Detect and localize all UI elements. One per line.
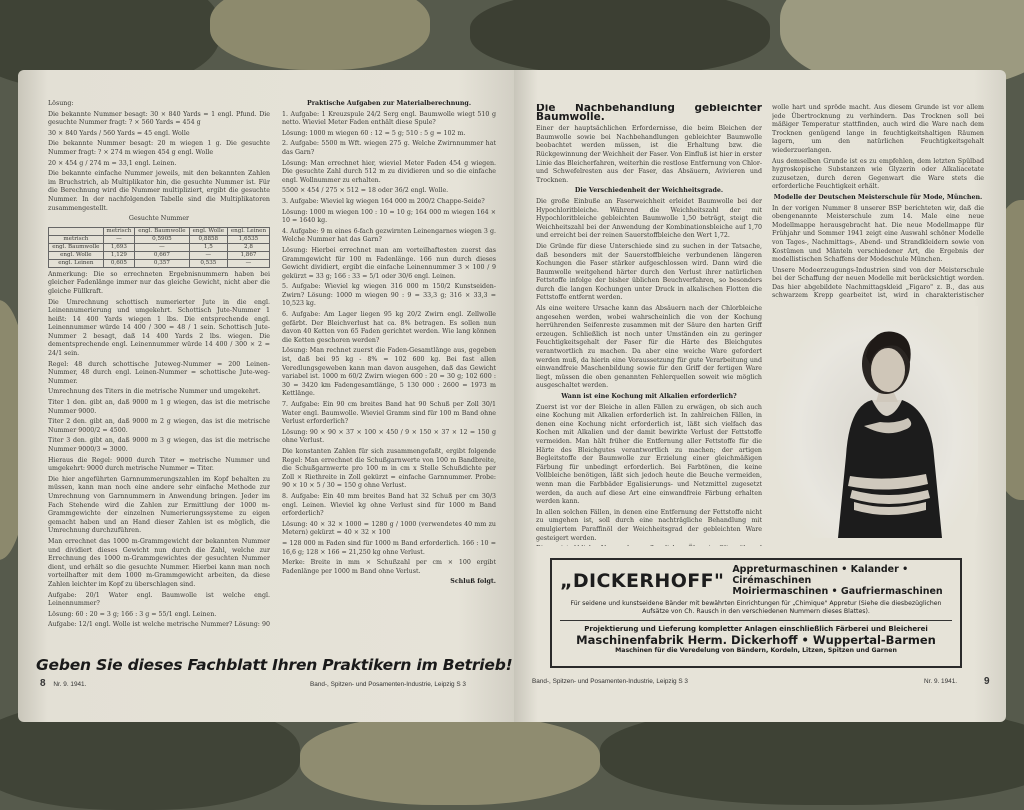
table-row <box>49 243 270 251</box>
paragraph: Anmerkung: Die so errechneten Ergebnisnummern haben bei gleicher Fadenlänge immer nur das gleiche Gewicht, nicht aber die gleiche Füllkraft. <box>48 270 270 295</box>
ad-products-line-2: Moiriermaschinen • Gaufriermaschinen <box>732 586 943 597</box>
paragraph: 7. Aufgabe: Ein 90 cm breites Band hat 90 Schuß per Zoll 30/1 Water engl. Baumwolle. Wieviel Gramm sind für 100 m Band ohne Verlust erforderlich? <box>282 401 496 426</box>
paragraph: Aus demselben Grunde ist es zu empfehlen, dem letzten Spülbad hygroskopische Substanzen wie Glyzerin oder Alkaliacetate zuzusetzen, durch deren Gegenwart die Ware stets die erforderliche Feuchtigkeit erhält. <box>772 157 984 191</box>
paragraph: Wann ist eine Kochung mit Alkalien erforderlich? <box>561 393 737 400</box>
table-cell: — <box>135 243 190 251</box>
paragraph: = 128 000 m Faden sind für 1000 m Band erforderlich. 166 : 10 = 16,6 g; 128 × 166 = 21,250 kg ohne Verlust. <box>282 539 496 556</box>
table-cell: 0,8858 <box>189 235 227 243</box>
paragraph: 2. Aufgabe: 5500 m Wft. wiegen 275 g. Welche Zwirnnummer hat das Garn? <box>282 140 496 156</box>
paragraph: In der vorigen Nummer 8 unserer BSP berichteten wir, daß die obengenannte Meisterschule zum 14. Male eine neue Modellmappe herausgebracht hat. Die neue Modellmappe für Frühjahr und Sommer 1941 zeigt eine Auswahl schöner Modelle von Tages-, Nachmittags-, Abend- und Strandkleidern sowie von Kostümen und Mänteln verschiedener Art, die Ergebnis der modellistischen Schaffens der Modeschule München. <box>772 204 984 264</box>
right-column-1-text <box>536 125 762 546</box>
paragraph: 20 × 454 g / 274 m = 33,1 engl. Leinen. <box>48 159 177 167</box>
paragraph: Titer 3 den. gibt an, daß 9000 m 3 g wiegen, das ist die metrische Nummer 9000/3 = 3000. <box>48 437 270 453</box>
paragraph: wolle hart und spröde macht. Aus diesem Grunde ist vor allem jede Übertrocknung zu verhindern. Das Trocknen soll bei mäßiger Temperatur stattfinden, auch wird die Ware nach dem Trocknen genügend lange in feuchtigkeitshaltigen Räumen lagern, um den natürlichen Feuchtigkeitsgehalt wiederzuerlangen. <box>772 104 984 154</box>
right-column-1 <box>536 104 762 546</box>
table-header: engl. Baumwolle <box>135 227 190 235</box>
right-issue: Nr. 9. 1941. <box>924 678 958 685</box>
paragraph: Merke: Breite in mm × Schußzahl per cm × 100 ergibt Fadenlänge per 1000 m Band ohne Verlust. <box>282 559 496 575</box>
fashion-photo <box>776 306 978 538</box>
left-column-1 <box>48 100 270 628</box>
ad-project: Projektierung und Lieferung kompletter Anlagen einschließlich Färberei und Bleicherei <box>584 625 928 633</box>
article-title: Die Nachbehandlung gebleichter Baumwolle. <box>536 104 762 123</box>
paragraph: Die konstanten Zahlen für sich zusammengefaßt, ergibt folgende Regel: Man errechnet die Schußgarnwerte von 100 m Bandbreite, die Schußgarnwerte pro 100 m in cm x Stelle Schußdichte per Zoll × Riethreite in Zoll gekürzt = einfache Garnnummer. Probe: 90 × 10 × 5 / 30 = 150 g ohne Verlust. <box>282 447 496 490</box>
right-page-number: 9 <box>984 676 990 687</box>
paragraph: Zuerst ist vor der Bleiche in allen Fällen zu erwägen, ob sich auch eine Kochung mit Alkalien erforderlich ist. In zahlreichen Fällen, in denen eine Kochung nicht erforderlich ist, läßt sich vielfach das Kochen mit Alkalien und der damit bewirkte Verlust der Fettstoffe vermeiden. Man hält früher die Entfernung aller Fettstoffe für die Härte des Bleichgutes verantwortlich zu machen; der artigen Begleitstoffe der Baumwolle zur Erzielung einer gleichmäßigen Färbung für unbedingt erforderlich. Bei Farbtönen, die keine Vollbleiche benötigen, läßt sich jedoch heute die Beuche vermeiden, wenn man die Farbbäder Egalisierungs- und Netzmittel zugesetzt werden, da auch auf diese Art eine einwandfreie Färbung erhalten werden kann. <box>536 403 762 506</box>
paragraph: Die Verschiedenheit der Weichheitsgrade. <box>574 187 724 195</box>
table-caption: Gesuchte Nummer <box>128 215 190 223</box>
paragraph: Als eine weitere Ursache kann das Absäuern nach der Chlorbleiche angesehen werden, wobei wahrscheinlich die von der Kochung herrührenden Seifenreste zusammen mit der Säure den harten Griff erzeugen. Schließlich ist noch unter Umständen ein zu geringer Feuchtigkeitsgehalt der Faser für die Härte des Bleichgutes verantwortlich zu machen. Da aber eine weiche Ware gefordert werden muß, da hierin eine Voraussetzung für gute Verarbeitung und einwandfreie Maschenbildung sowie für den Griff der fertigen Ware liegt, müssen die oben genannten Fehlerquellen soweit wie möglich ausgeschaltet werden. <box>536 305 762 390</box>
right-column-2-text <box>772 104 984 300</box>
paragraph: Die bekannte Nummer besagt: 20 m wiegen 1 g. Die gesuchte Nummer fragt: ? × 274 m wiegen 454 g engl. Wolle <box>48 140 270 156</box>
left-footer <box>40 678 510 689</box>
paragraph: Die bekannte Nummer besagt: 30 × 840 Yards = 1 engl. Pfund. Die gesuchte Nummer fragt: ? × 560 Yards = 454 g <box>48 110 270 127</box>
left-column-1-text <box>48 100 270 628</box>
table-cell: engl. Leinen <box>49 259 104 267</box>
paragraph: 30 × 840 Yards / 560 Yards = 45 engl. Wolle <box>48 129 190 137</box>
paragraph: Man errechnet das 1000 m-Grammgewicht der bekannten Nummer und dividiert dieses Gewicht nun durch die Zahl, welche zur Errechnung des 1000 m-Grammgewichtes der gesuchten Nummer dient, und erhält so die gesuchte Nummer. Hierbei kann man noch vorteilhafter mit dem 1000 m-Grammgewicht arbeiten, da diese Zahlen leichter im Kopf zu überschlagen sind. <box>48 537 270 588</box>
paragraph: Die Umrechnung schottisch numerierter Jute in die engl. Leinennumerierung und umgekehrt. Schottisch Jute-Nummer 1 heißt: 14 400 Yards wiegen 1 lbs. Die entsprechende engl. Leinennummer würde 14 400 / 300 = 48 / 1 sein. Schottisch Jute-Nummer 2 besagt, daß 14 400 Yards 2 lbs. wiegen. Die dementsprechende engl. Leinennummer würde 14 400 / 300 × 2 = 24/1 sein. <box>48 298 270 358</box>
paragraph: In allen solchen Fällen, in denen eine Entfernung der Fettstoffe nicht zu umgehen ist, soll durch eine nachträgliche Behandlung mit emulgiertem Paraffinöl der Weichheitsgrad der gebleichten Ware gesteigert werden. <box>536 508 762 542</box>
left-column-2 <box>282 100 496 640</box>
table-cell: 1,129 <box>103 251 134 259</box>
paragraph: Die große Einbuße an Faserweichheit erleidet Baumwolle bei der Hypochloritbleiche. Während die Weichheitszahl der mit Hypochloritbleiche gebleichten Baumwolle 1,50 beträgt, steigt die Weichheitszahl bei der Anwendung der Kombinationsbleiche auf 1,70 und erreicht bei der reinen Sauerstoffbleiche den Wert 1,72. <box>536 197 762 240</box>
table-cell: 0,5905 <box>135 235 190 243</box>
model-figure-image <box>776 306 978 538</box>
paragraph: Praktische Aufgaben zur Materialberechnung. <box>306 100 472 107</box>
conversion-table <box>48 227 270 268</box>
table-row <box>49 259 270 267</box>
paragraph: 5500 × 454 / 275 × 512 = 18 oder 36/2 engl. Wolle. <box>282 187 449 195</box>
table-cell: 0,357 <box>135 259 190 267</box>
table-row <box>49 235 270 243</box>
paragraph: Die bekannte einfache Nummer jeweils, mit den bekannten Zahlen im Bruchstrich, ab Multiplikator hin, die gesuchte Nummer ist. Für die Berechnung wird die Nummer multipliziert, ergibt die gesuchte Nummer. In der nachfolgenden Tabelle sind die Multiplikatoren zusammengestellt. <box>48 170 270 212</box>
table-header: engl. Wolle <box>189 227 227 235</box>
table-cell: 1,867 <box>227 251 269 259</box>
left-publisher: Band-, Spitzen- und Posamenten-Industrie, Leipzig S 3 <box>310 681 466 688</box>
right-publisher: Band-, Spitzen- und Posamenten-Industrie, Leipzig S 3 <box>532 678 688 685</box>
table-cell: metrisch <box>49 235 104 243</box>
paragraph: Lösung: 90 × 90 × 37 × 100 × 450 / 9 × 150 × 37 × 12 = 150 g ohne Verlust. <box>282 428 496 445</box>
table-cell: engl. Baumwolle <box>49 243 104 251</box>
paragraph: Hieraus die Regel: 9000 durch Titer = metrische Nummer und umgekehrt: 9000 durch metrische Nummer = Titer. <box>48 456 270 473</box>
paragraph: 4. Aufgabe: 9 m eines 6-fach gezwirnten Leinengarnes wiegen 3 g. Welche Nummer hat das Garn? <box>282 227 496 244</box>
paragraph: Lösung: Hierbei errechnet man am vorteilhaftesten zuerst das Grammgewicht für 100 m Fadenlänge. 166 nun durch dieses Gewicht dividiert, ergibt die einfache Leinennummer 3 × 100 / 9 gekürzt = 33 g; 166 : 33 = 5/1 oder 30/6 engl. Leinen. <box>282 246 496 280</box>
slogan: Geben Sie dieses Fachblatt Ihren Praktikern im Betrieb! <box>36 656 513 674</box>
paragraph: 8. Aufgabe: Ein 40 mm breites Band hat 32 Schuß per cm 30/3 engl. Leinen. Wieviel kg ohne Verlust sind für 1000 m Band erforderlich? <box>282 492 496 518</box>
ad-note: Für seidene und kunstseidene Bänder mit bewährten Einrichtungen für „Chimique" Appretur (Siehe die diesbezüglichen Aufsätze von Ch. Rausch in den verschiedenen Nummern dieses Blattes). <box>570 600 942 615</box>
paragraph: 3. Aufgabe: Wieviel kg wiegen 164 000 m 200/2 Chappe-Seide? <box>282 197 485 205</box>
dickerhoff-advertisement <box>550 558 962 668</box>
table-row <box>49 251 270 259</box>
paragraph: Lösung: 40 × 32 × 1000 = 1280 g / 1000 (verwendetes 40 mm zu Metern) gekürzt = 40 × 32 × 100 <box>282 520 496 537</box>
ad-company: Maschinenfabrik Herm. Dickerhoff • Wuppertal-Barmen <box>576 633 936 647</box>
paragraph: 6. Aufgabe: Am Lager liegen 95 kg 20/2 Zwirn engl. Zellwolle gefärbt. Der Bleichverlust hat ca. 8% betragen. Es sollen nun davon 40 Ketten von 65 Faden gerichtet werden. Wie lang können die Ketten geschoren werden? <box>282 311 496 344</box>
paragraph: Lösung: <box>48 100 74 107</box>
ad-brand: „DICKERHOFF" <box>560 569 725 592</box>
ad-products-line-1: Appreturmaschinen • Kalander • Cirémaschinen <box>732 564 909 586</box>
table-cell: — <box>227 259 269 267</box>
paragraph: Umrechnung des Titers in die metrische Nummer und umgekehrt. <box>48 388 261 396</box>
paragraph: Aufgabe: 12/1 engl. Wolle ist welche metrische Nummer? Lösung: 90 <box>48 621 270 628</box>
right-page <box>514 70 1006 722</box>
right-footer <box>532 678 992 685</box>
table-cell: 0,605 <box>103 259 134 267</box>
paragraph: Unsere Modeerzeugungs-Industrien sind von der Meisterschule bei der Schaffung der neuen Modelle mit berücksichtigt worden. Das hier abgebildete Nachmittagskleid „Figaro" z. B., das aus schwarzem Krepp gearbeitet ist, wird in charakteristischer <box>772 266 984 300</box>
paragraph: Die hier angeführten Garnnummerungszahlen im Kopf behalten zu müssen, kann man noch eine andere sehr einfache Methode zur Umrechnung von Garnnummern in Anwendung bringen. Jeder im Fach Stehende wird die Zahlen zur Ermittlung der 1000 m-Grammgewichte der einzelnen Numerierungssysteme zu eigen gemacht haben und an Hand dieser Zahlen ist es möglich, die Umrechnung durchzuführen. <box>48 475 270 535</box>
paragraph <box>536 545 762 546</box>
table-cell: — <box>103 235 134 243</box>
paragraph: 1. Aufgabe: 1 Kreuzspule 24/2 Serg engl. Baumwolle wiegt 510 g netto. Wieviel Meter Faden enthält diese Spule? <box>282 110 496 127</box>
right-column-2 <box>772 104 984 300</box>
paragraph: Lösung: Man rechnet zuerst die Faden-Gesamtlänge aus, gegeben ist, daß bei 95 kg - 8% = 102 600 kg. Bei fast allen Veredlungsgeweben kann man davon ausgehen, daß das Gewicht variabel ist. 1000 m 60/2 Zwirn wiegen 600 : 20 = 30 g; 102 600 : 30 = 3420 km Fadengesamtlänge, 5 130 000 : 2600 = 1973 m Kettlänge. <box>282 347 496 398</box>
left-issue: Nr. 9. 1941. <box>53 681 87 688</box>
table-cell: 1,5 <box>189 243 227 251</box>
paragraph: Aufgabe: 20/1 Water engl. Baumwolle ist welche engl. Leinennummer? <box>48 591 270 608</box>
paragraph: Titer 2 den. gibt an, daß 9000 m 2 g wiegen, das ist die metrische Nummer 9000/2 = 4500. <box>48 418 270 434</box>
paragraph: Lösung: 1000 m wiegen 100 : 10 = 10 g; 164 000 m wiegen 164 × 10 = 1640 kg. <box>282 208 496 225</box>
left-column-2-text <box>282 100 496 576</box>
paragraph: 5. Aufgabe: Wieviel kg wiegen 316 000 m 150/2 Kunstseiden-Zwirn? Lösung: 1000 m wiegen 90 : 9 = 33,3 g; 316 × 33,3 = 10,523 kg. <box>282 283 496 308</box>
paragraph: Titer 1 den. gibt an, daß 9000 m 1 g wiegen, das ist die metrische Nummer 9000. <box>48 399 270 415</box>
paragraph: Modelle der Deutschen Meisterschule für Mode, München. <box>773 193 983 201</box>
table-cell: — <box>189 251 227 259</box>
table-cell: 1,6535 <box>227 235 269 243</box>
paragraph: Lösung: 60 : 20 = 3 g; 166 : 3 g = 55/1 engl. Leinen. <box>48 610 217 618</box>
paragraph: Einer der hauptsächlichen Erfordernisse, die beim Bleichen der Baumwolle sowie bei Nachbehandlungen gebleichter Baumwolle beobachtet werden müssen, ist die Erhaltung bzw. die Rückgewinnung der Weichheit der Faser. Von Einfluß ist hier in erster Linie das Bleicherfahren, weiterhin die restlose Entfernung von Chlor- und Schwefelresten aus der Faser, das Absäuern, Avivieren und Trocknen. <box>536 125 762 184</box>
paragraph: Die Gründe für diese Unterschiede sind zu suchen in der Tatsache, daß besonders mit der Sauerstoffbleiche verbundenen längeren Kochungen die Faser stärker aufgeschlossen wird. Dann wird die Baumwolle weitgehend härter durch den Verlust ihrer natürlichen Fettstoffe infolge der bisher üblichen Beuchverfahren, so besonders durch die langen Kochungen unter Druck in alkalischen Flotten die Fettstoffe entfernt werden. <box>536 242 762 302</box>
left-page-number: 8 <box>40 678 46 689</box>
paragraph: Regel: 48 durch schottische Juteweg-Nummer = 200 Leinen-Nummer, 48 durch engl. Leinen-Nummer = schottische Jute-weg-Nummer. <box>48 360 270 385</box>
table-header <box>49 227 104 235</box>
table-cell: 1,693 <box>103 243 134 251</box>
table-header: engl. Leinen <box>227 227 269 235</box>
left-page <box>18 70 514 722</box>
paragraph: Lösung: 1000 m wiegen 60 : 12 = 5 g; 510 : 5 g = 102 m. <box>282 129 466 137</box>
magazine-spread <box>18 70 1006 722</box>
table-cell: 0,535 <box>189 259 227 267</box>
continued-note: Schluß folgt. <box>450 578 496 586</box>
table-cell: 2,8 <box>227 243 269 251</box>
ad-tagline: Maschinen für die Veredelung von Bändern, Kordeln, Litzen, Spitzen und Garnen <box>615 647 897 654</box>
table-cell: 0,667 <box>135 251 190 259</box>
paragraph: Lösung: Man errechnet hier, wieviel Meter Faden 454 g wiegen. Die gesuchte Zahl durch 512 m zu dividieren und so die einfache engl. Wollnummer zu erhalten. <box>282 159 496 184</box>
table-header: metrisch <box>103 227 134 235</box>
table-cell: engl. Wolle <box>49 251 104 259</box>
